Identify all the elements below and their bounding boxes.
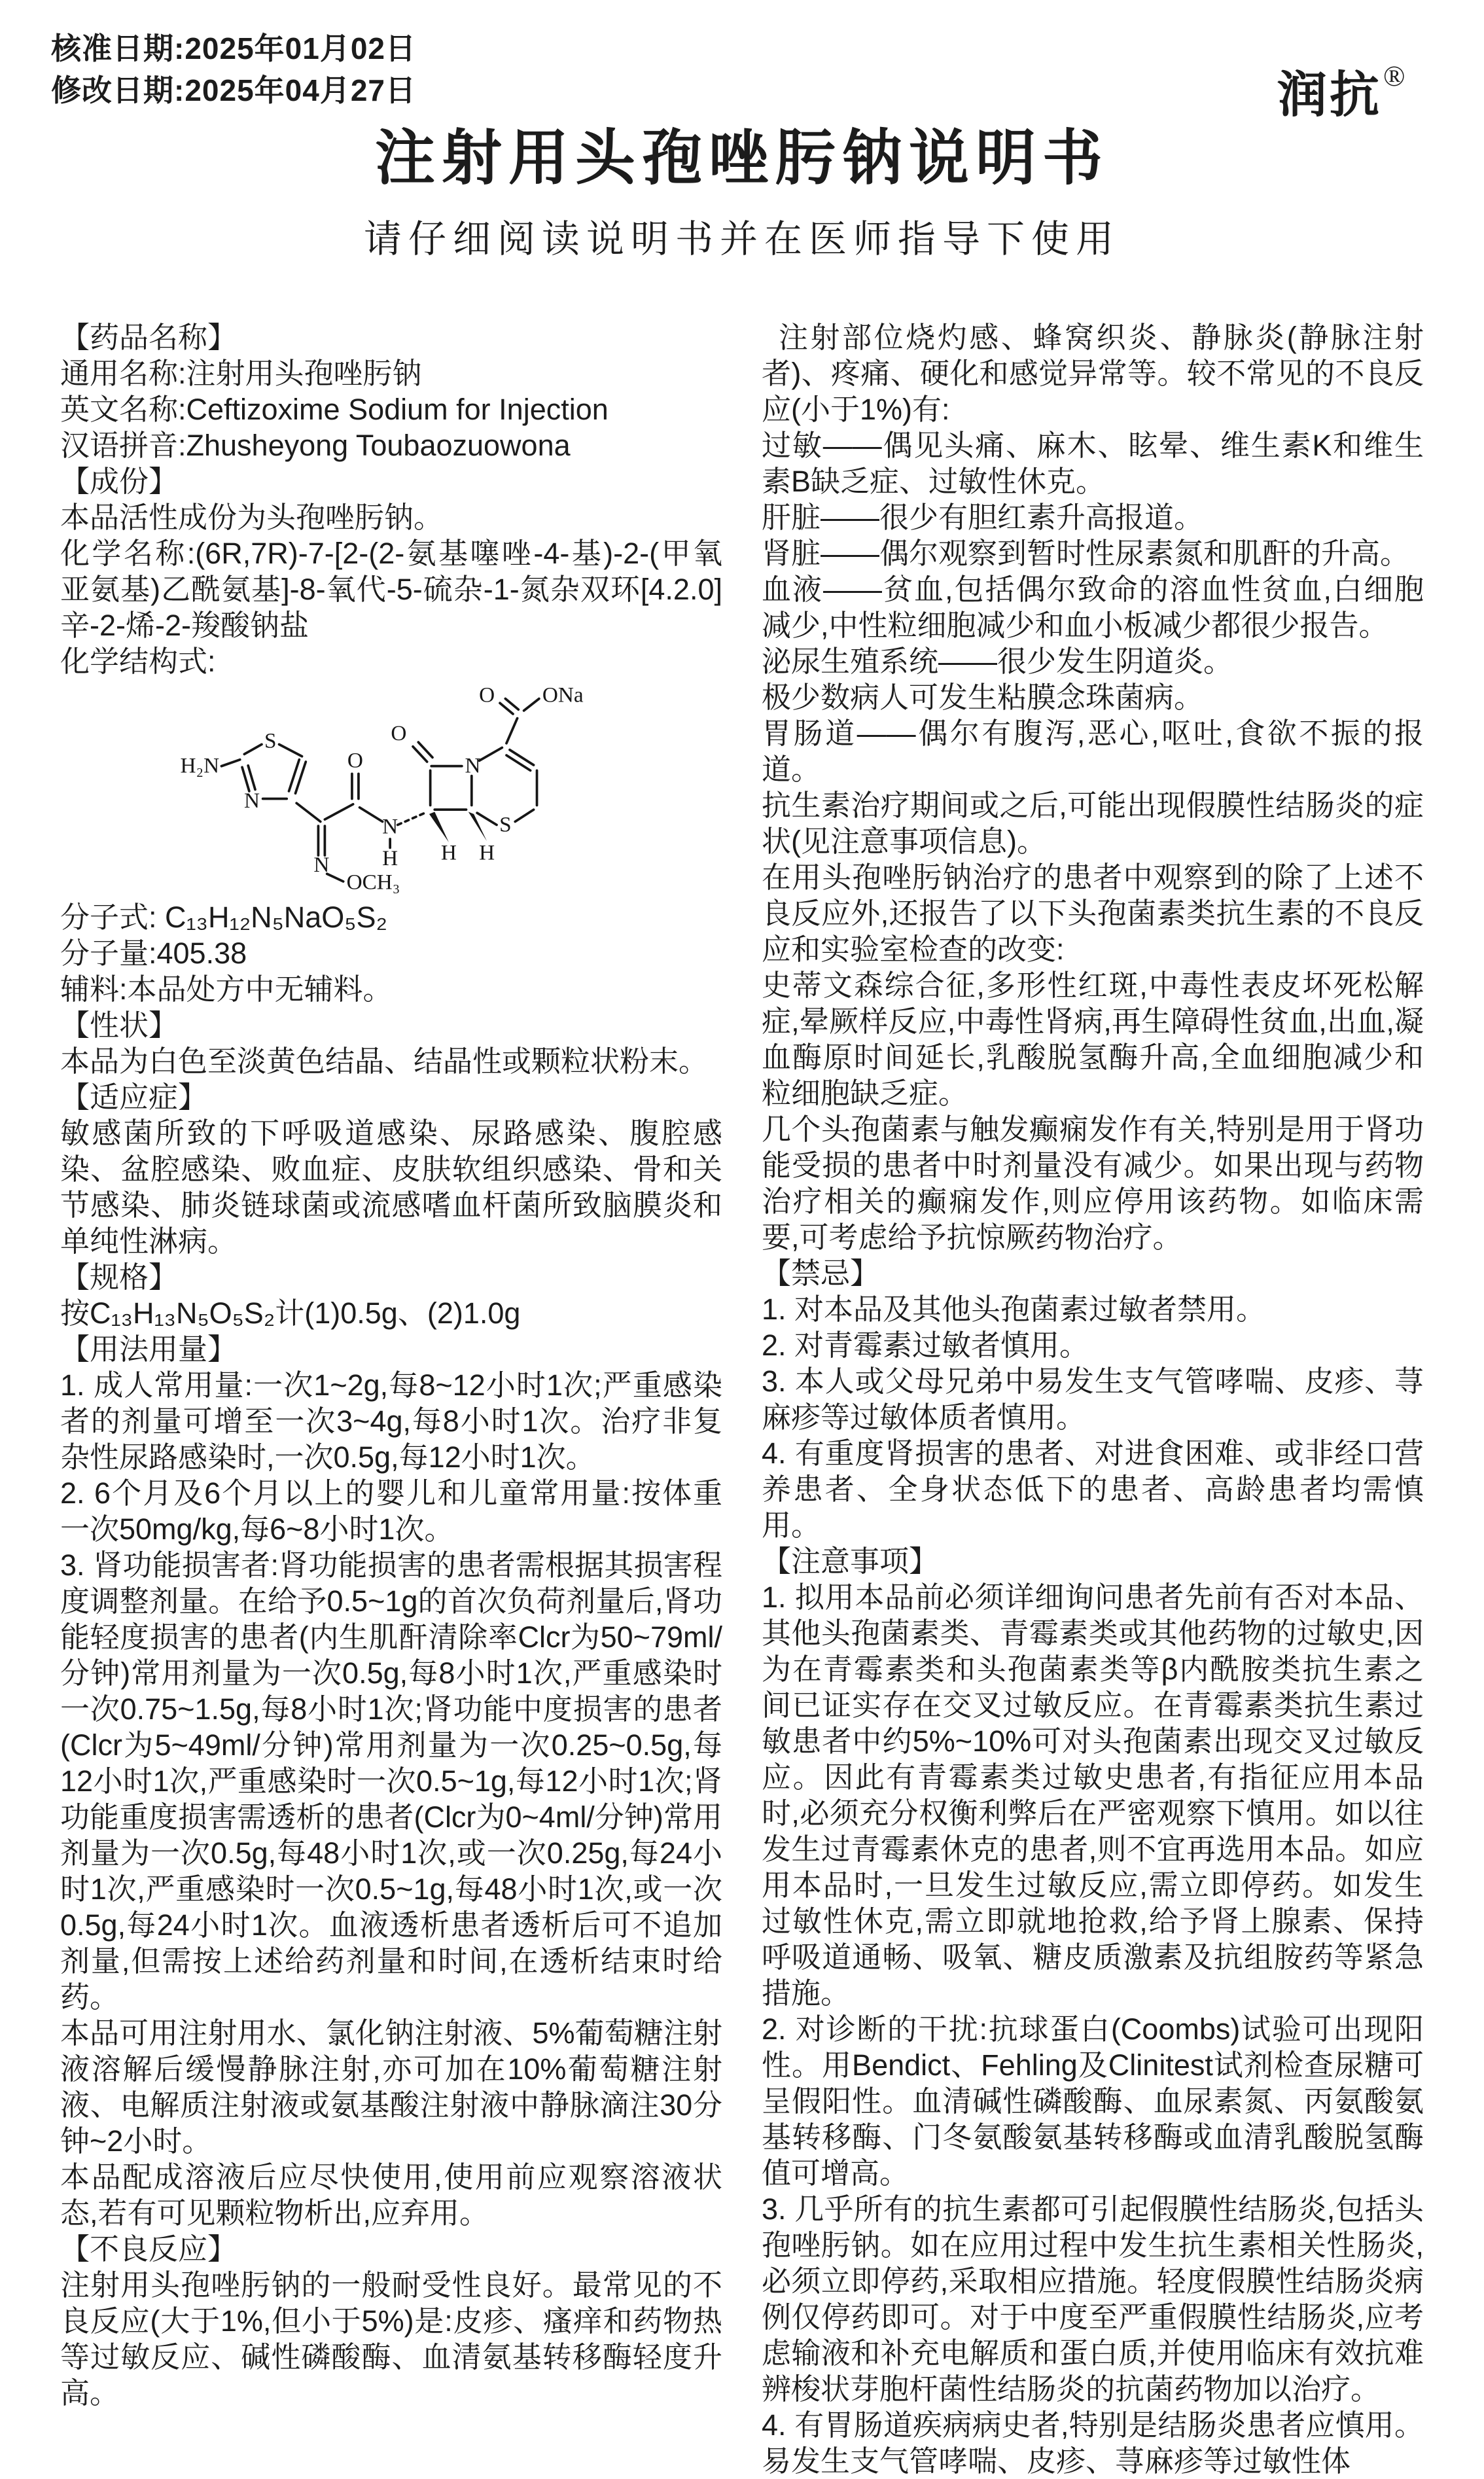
paragraph: 本品为白色至淡黄色结晶、结晶性或颗粒状粉末。 [60,1044,709,1078]
paragraph: 2. 对青霉素过敏者慎用。 [762,1329,1089,1362]
paragraph: 分子量:405.38 [60,936,247,970]
paragraph: 胃肠道——偶尔有腹泻,恶心,呕吐,食欲不振的报道。 [762,717,1424,786]
atom-label: N [313,852,330,877]
paragraph: 本品活性成份为头孢唑肟钠。 [60,501,444,534]
paragraph: 注射用头孢唑肟钠的一般耐受性良好。最常见的不良反应(大于1%,但小于5%)是:皮疹、瘙痒和药物热等过敏反应、碱性磷酸酶、血清氨基转移酶轻度升高。 [60,2268,722,2410]
header-dates [51,27,416,111]
registered-trademark-icon: ® [1383,60,1408,92]
paragraph: 泌尿生殖系统——很少发生阴道炎。 [762,645,1233,678]
atom-label: S [264,728,277,753]
paragraph: 4. 有胃肠道疾病病史者,特别是结肠炎患者应慎用。易发生支气管哮喘、皮疹、荨麻疹等过敏性体 [762,2408,1424,2478]
paragraph: 3. 几乎所有的抗生素都可引起假膜性结肠炎,包括头孢唑肟钠。如在应用过程中发生抗生素相关性肠炎,必须立即停药,采取相应措施。轻度假膜性结肠炎病例仅停药即可。对于中度至严重假膜性结肠炎,应考虑输液和补充电解质和蛋白质,并使用临床有效抗难辨梭状芽胞杆菌性结肠炎的抗菌药物加以治疗。 [762,2192,1424,2406]
paragraph: 本品可用注射用水、氯化钠注射液、5%葡萄糖注射液溶解后缓慢静脉注射,亦可加在10%葡萄糖注射液、电解质注射液或氨基酸注射液中静脉滴注30分钟~2小时。 [60,2016,722,2158]
atom-label: S [499,812,512,837]
paragraph: 化学结构式: [60,645,216,678]
paragraph: 肾脏——偶尔观察到暂时性尿素氮和肌酐的升高。 [762,537,1410,570]
paragraph: 在用头孢唑肟钠治疗的患者中观察到的除了上述不良反应外,还报告了以下头孢菌素类抗生素的不良反应和实验室检查的改变: [762,861,1424,966]
paragraph: 敏感菌所致的下呼吸道感染、尿路感染、腹腔感染、盆腔感染、败血症、皮肤软组织感染、骨和关节感染、肺炎链球菌或流感嗜血杆菌所致脑膜炎和单纯性淋病。 [60,1116,722,1258]
paragraph: 按C₁₃H₁₃N₅O₅S₂计(1)0.5g、(2)1.0g [60,1296,521,1330]
section-heading: 【不良反应】 [60,2232,238,2266]
paragraph: 肝脏——很少有胆红素升高报道。 [762,501,1204,534]
page-title: 注射用头孢唑肟钠说明书 [374,125,1109,192]
paragraph: 3. 本人或父母兄弟中易发生支气管哮喘、皮疹、荨麻疹等过敏体质者慎用。 [762,1364,1424,1434]
paragraph: 辅料:本品处方中无辅料。 [60,972,393,1006]
section-heading: 【成份】 [60,465,179,498]
atom-label: H [440,840,457,865]
paragraph: 汉语拼音:Zhusheyong Toubaozuowona [60,429,571,462]
section-heading: 【用法用量】 [60,1332,238,1366]
chemical-structure [171,685,590,894]
paragraph: 抗生素治疗期间或之后,可能出现假膜性结肠炎的症状(见注意事项信息)。 [762,789,1424,858]
section-heading: 【适应症】 [60,1080,208,1114]
atom-label: H [479,840,495,865]
atom-label: O [347,748,363,773]
atom-labels [181,685,584,894]
paragraph: 史蒂文森综合征,多形性红斑,中毒性表皮坏死松解症,晕厥样反应,中毒性肾病,再生障碍性贫血,出血,凝血酶原时间延长,乳酸脱氢酶升高,全血细胞减少和粒细胞缺乏症。 [762,969,1424,1110]
paragraph: 4. 有重度肾损害的患者、对进食困难、或非经口营养患者、全身状态低下的患者、高龄患者均需慎用。 [762,1436,1424,1542]
section-heading: 【禁忌】 [762,1257,880,1290]
paragraph: 几个头孢菌素与触发癫痫发作有关,特别是用于肾功能受损的患者中时剂量没有减少。如果出现与药物治疗相关的癫痫发作,则应停用该药物。如临床需要,可考虑给予抗惊厥药物治疗。 [762,1113,1424,1254]
paragraph: 英文名称:Ceftizoxime Sodium for Injection [60,393,609,426]
paragraph: 2. 对诊断的干扰:抗球蛋白(Coombs)试验可出现阳性。用Bendict、Fehling及Clinitest试剂检查尿糖可呈假阳性。血清碱性磷酸酶、血尿素氮、丙氨酸氨基转移酶、门冬氨酸氨基转移酶或血清乳酸脱氢酶值可增高。 [762,2012,1424,2190]
paragraph: 本品配成溶液后应尽快使用,使用前应观察溶液状态,若有可见颗粒物析出,应弃用。 [60,2160,722,2230]
atom-label: N [465,753,481,778]
paragraph: 3. 肾功能损害者:肾功能损害的患者需根据其损害程度调整剂量。在给予0.5~1g的首次负荷剂量后,肾功能轻度损害的患者(内生肌酐清除率Clcr为50~79ml/分钟)常用剂量为一次0.5g,每8小时1次,严重感染时一次0.75~1.5g,每8小时1次;肾功能中度损害的患者(Clcr为5~49ml/分钟)常用剂量为一次0.25~0.5g,每12小时1次,严重感染时一次0.5~1g,每12小时1次;肾功能重度损害需透析的患者(Clcr为0~4ml/分钟)常用剂量为一次0.5g,每48小时1次,或一次0.25g,每24小时1次,严重感染时一次0.5~1g,每48小时1次,或一次0.5g,每24小时1次。血液透析患者透析后可不追加剂量,但需按上述给药剂量和时间,在透析结束时给药。 [60,1548,722,2014]
section-heading: 【药品名称】 [60,321,238,354]
paragraph: 过敏——偶见头痛、麻木、眩晕、维生素K和维生素B缺乏症、过敏性休克。 [762,429,1424,498]
atom-label: H₂N [180,753,220,778]
paragraph: 极少数病人可发生粘膜念珠菌病。 [762,681,1204,714]
paragraph: 血液——贫血,包括偶尔致命的溶血性贫血,白细胞减少,中性粒细胞减少和血小板减少都很少报告。 [762,573,1424,642]
section-heading: 【规格】 [60,1260,179,1294]
left-column [60,319,722,2411]
paragraph: 分子式: C₁₃H₁₂N₅NaO₅S₂ [60,901,387,934]
paragraph: 1. 成人常用量:一次1~2g,每8~12小时1次;严重感染者的剂量可增至一次3~4g,每8小时1次。治疗非复杂性尿路感染时,一次0.5g,每12小时1次。 [60,1368,722,1474]
atom-label: O [479,685,495,707]
atom-label: OCH₃ [346,870,400,894]
atom-label: ONa [542,685,584,707]
section-heading: 【注意事项】 [762,1544,939,1578]
paragraph: 1. 拟用本品前必须详细询问患者先前有否对本品、其他头孢菌素类、青霉素类或其他药物的过敏史,因为在青霉素类和头孢菌素类等β内酰胺类抗生素之间已证实存在交叉过敏反应。在青霉素类抗生素过敏患者中约5%~10%可对头孢菌素出现交叉过敏反应。因此有青霉素类过敏史患者,有指征应用本品时,必须充分权衡利弊后在严密观察下慎用。如以往发生过青霉素休克的患者,则不宜再选用本品。如应用本品时,一旦发生过敏反应,需立即停药。如发生过敏性休克,需立即就地抢救,给予肾上腺素、保持呼吸道通畅、吸氧、糖皮质激素及抗组胺药等紧急措施。 [762,1580,1424,2010]
atom-label: N [382,814,398,839]
molecule-structure-drawing [171,685,590,894]
right-column [762,319,1424,2479]
atom-label: O [391,721,407,745]
paragraph: 注射部位烧灼感、蜂窝织炎、静脉炎(静脉注射者)、疼痛、硬化和感觉异常等。较不常见的不良反应(小于1%)有: [762,321,1424,426]
paragraph: 2. 6个月及6个月以上的婴儿和儿童常用量:按体重一次50mg/kg,每6~8小时1次。 [60,1476,722,1546]
section-heading: 【性状】 [60,1008,179,1042]
paragraph: 化学名称:(6R,7R)-7-[2-(2-氨基噻唑-4-基)-2-(甲氧亚氨基)乙酰氨基]-8-氧代-5-硫杂-1-氮杂双环[4.2.0]辛-2-烯-2-羧酸钠盐 [60,537,722,642]
page-subtitle: 请仔细阅读说明书并在医师指导下使用 [363,218,1120,260]
paragraph: 通用名称:注射用头孢唑肟钠 [60,357,422,390]
brand-name: 润抗 [1277,68,1382,123]
approval-date: 核准日期:2025年01月02日 [51,31,416,65]
revision-date: 修改日期:2025年04月27日 [51,73,416,107]
atom-label: N [244,788,260,813]
atom-label: H [382,846,398,870]
paragraph: 1. 对本品及其他头孢菌素过敏者禁用。 [762,1293,1266,1326]
